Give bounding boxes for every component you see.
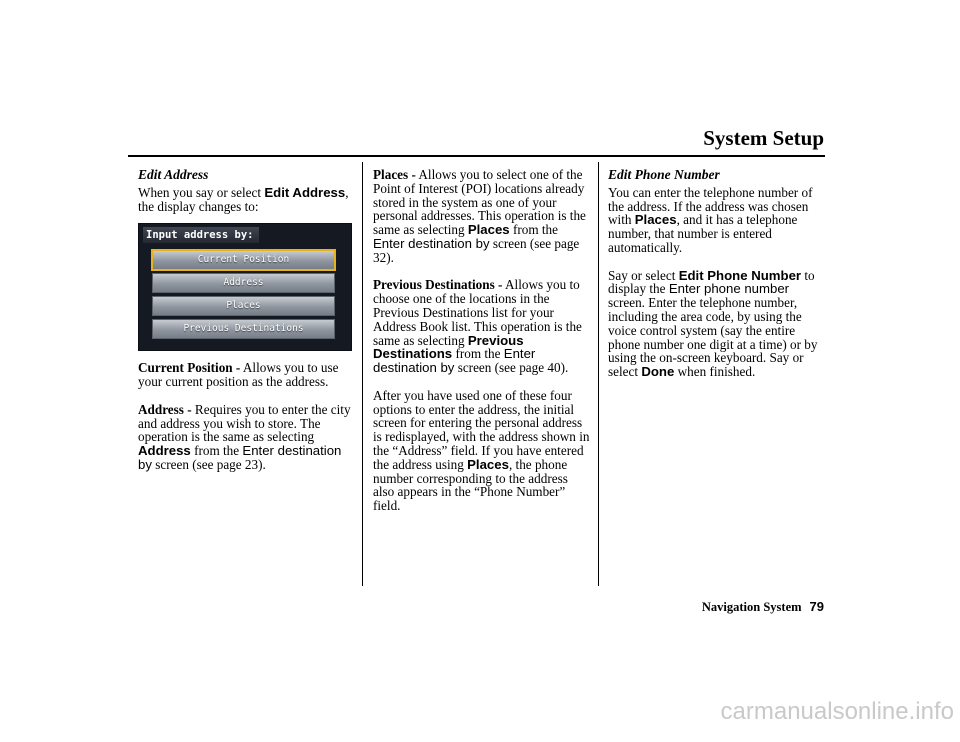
address-paragraph [138, 403, 354, 472]
places-term: Places - [373, 167, 416, 182]
column-divider-2 [598, 162, 599, 586]
places-ui-term: Places [467, 456, 509, 472]
column-3 [608, 168, 824, 379]
enter-destination-term: Enter destination by [373, 346, 536, 376]
page-footer [702, 600, 824, 614]
intro-text-2: the display changes to: [138, 198, 259, 214]
places-mid: from the [509, 222, 558, 238]
address-mid: from the [190, 443, 243, 459]
column-2 [373, 168, 591, 513]
places-end: screen (see page 32). [373, 235, 580, 265]
phone-text-6: when finished. [674, 364, 756, 380]
edit-address-term: Edit Address [264, 184, 346, 200]
previous-destinations-mid: from the [452, 346, 504, 362]
edit-address-heading: Edit Address [138, 167, 209, 182]
column-divider-1 [362, 162, 363, 586]
phone-text-4: to display the [608, 267, 815, 297]
places-paragraph [373, 168, 591, 265]
phone-paragraph-2 [608, 269, 824, 379]
after-text: After you have used one of these four options to enter the address, the initial screen for entering the personal address is redisplayed, with the address shown in the “Address” field. If you have entered the address using [373, 387, 590, 472]
current-position-text: Allows you to use your current position as the address. [138, 360, 339, 390]
footer-label: Navigation System [701, 600, 802, 614]
address-ui-term: Address [138, 443, 191, 459]
edit-address-intro [138, 186, 354, 214]
address-text: Requires you to enter the city and address you wish to store. The operation is the same as selecting [138, 401, 351, 445]
header-rule [128, 155, 825, 157]
screen-title: Input address by: [143, 227, 259, 243]
phone-text-5: screen. Enter the telephone number, including the area code, by using the voice control system (say the entire phone number one digit at a time) or by using the on-screen keyboard. Say or select [608, 295, 818, 380]
current-position-paragraph [138, 361, 354, 389]
enter-destination-term: Enter destination by [373, 235, 490, 251]
previous-destinations-button[interactable]: Previous Destinations [152, 319, 335, 339]
previous-destinations-term: Previous Destinations - [373, 277, 503, 293]
input-address-screen [138, 223, 352, 351]
enter-phone-number-term: Enter phone number [668, 281, 790, 297]
after-text-2: , the phone number corresponding to the address also appears in the “Phone Number” field. [373, 456, 568, 514]
phone-text-2: , and it has a telephone number, that number is entered automatically. [608, 212, 798, 255]
address-end: screen (see page 23). [151, 456, 266, 472]
phone-paragraph-1 [608, 186, 824, 255]
intro-comma: , [345, 184, 349, 200]
address-term: Address - [138, 401, 192, 417]
edit-phone-number-term: Edit Phone Number [678, 267, 802, 283]
intro-text: When you say or select [138, 184, 265, 200]
places-ui-term: Places [467, 222, 510, 238]
done-term: Done [641, 364, 675, 380]
places-button[interactable]: Places [152, 296, 335, 316]
after-paragraph [373, 389, 591, 513]
current-position-button[interactable]: Current Position [151, 249, 336, 271]
page-number: 79 [809, 599, 824, 614]
places-text: Allows you to select one of the Point of Interest (POI) locations already stored in the system as one of your personal addresses. This operation is the same as selecting [373, 167, 586, 238]
current-position-term: Current Position - [138, 360, 241, 376]
edit-phone-number-heading: Edit Phone Number [608, 167, 720, 182]
section-title: System Setup [703, 126, 824, 150]
places-ui-term: Places [634, 212, 677, 228]
phone-text-1: You can enter the telephone number of the address. If the address was chosen with [608, 184, 813, 228]
previous-destinations-paragraph [373, 278, 591, 375]
previous-destinations-end: screen (see page 40). [454, 360, 569, 376]
enter-destination-term: Enter destination by [138, 443, 342, 472]
column-1 [138, 168, 354, 472]
previous-destinations-ui-term: Previous Destinations [373, 332, 524, 362]
phone-text-3: Say or select [608, 267, 679, 283]
address-button[interactable]: Address [152, 273, 335, 293]
watermark: carmanualsonline.info [720, 698, 954, 725]
previous-destinations-text: Allows you to choose one of the locations in the Previous Destinations list for your Address Book list. This operation is the same as selecting [373, 277, 582, 348]
